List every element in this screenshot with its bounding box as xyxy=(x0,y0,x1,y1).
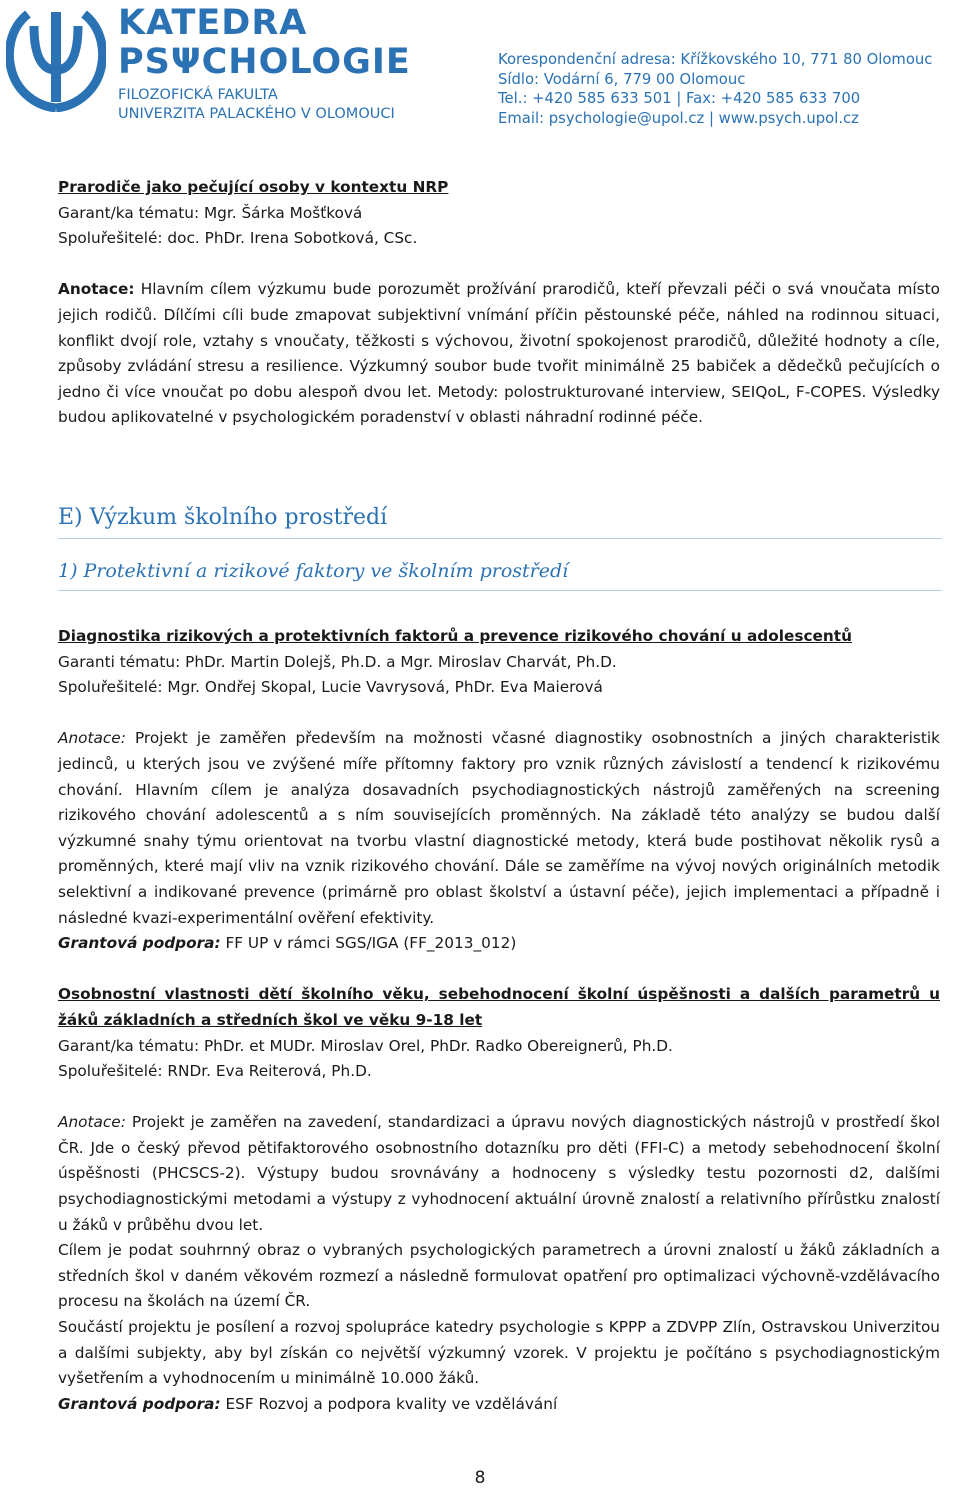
logo-line2: PSΨCHOLOGIE xyxy=(118,42,411,82)
grant-text: ESF Rozvoj a podpora kvality ve vzdělávání xyxy=(220,1394,558,1413)
project-3-paragraph-3: Součástí projektu je posílení a rozvoj spolupráce katedry psychologie s KPPP a ZDVPP Zlín, Ostravskou Univerzitou a dalšími subjekty, aby byl získán co největší výzkumný vzorek. V projektu je počítáno s psychodiagnostickým vyšetřením a vyhodnocením u minimálně 10.000 žáků. xyxy=(58,1318,940,1388)
project-1-coresearchers: Spoluřešitelé: doc. PhDr. Irena Sobotková, CSc. xyxy=(58,229,418,248)
project-1-title: Prarodiče jako pečující osoby v kontextu NRP xyxy=(58,178,449,196)
letterhead xyxy=(0,0,960,135)
subsection-heading: 1) Protektivní a rizikové faktory ve školním prostředí xyxy=(58,560,942,591)
logo-subtitle xyxy=(118,86,395,124)
project-1-garant: Garant/ka tématu: Mgr. Šárka Mošťková xyxy=(58,203,363,222)
project-2-garant: Garanti tématu: PhDr. Martin Dolejš, Ph.D. a Mgr. Miroslav Charvát, Ph.D. xyxy=(58,652,617,671)
project-3-paragraph-2: Cílem je podat souhrnný obraz o vybraných psychologických parametrech a úrovni znalostí u žáků základních a středních škol v daném věkovém rozmezí a následně formulovat opatření pro optimalizaci výchovně-vzdělávacího procesu na školách na území ČR. xyxy=(58,1241,940,1311)
faculty-name: FILOZOFICKÁ FAKULTA xyxy=(118,87,278,103)
section-heading: E) Výzkum školního prostředí xyxy=(58,505,942,539)
grant-label: Grantová podpora: xyxy=(58,934,221,953)
project-2-grant xyxy=(58,931,940,957)
annotation-text: Hlavním cílem výzkumu bude porozumět prožívání prarodičů, kteří převzali péči o svá vnoučata místo jejich rodičů. Dílčími cíli bude zmapovat subjektivní vnímání příčin pěstounské péče, náhled na rodinnou situaci, konflikt dvojí role, vztahy s vnoučaty, těžkosti s výchovou, životní spokojenost prarodičů, důležité hodnoty a cíle, způsoby zvládání stresu a resilience. Výzkumný soubor bude tvořit minimálně 25 babiček a dědečků pečujících o jedno či více vnoučat po dobu alespoň dvou let. Metody: polostrukturované interview, SEIQoL, F-COPES. Výsledky budou aplikovatelné v psychologickém poradenství v oblasti náhradní rodinné péče. xyxy=(58,280,940,427)
annotation-label: Anotace: xyxy=(58,1113,126,1132)
psi-logo-icon xyxy=(6,4,106,112)
contact-block xyxy=(498,50,932,128)
annotation-text: Projekt je zaměřen na zavedení, standardizaci a úpravu nových diagnostických nástrojů v prostředí škol ČR. Jde o český převod pětifaktorového osobnostního dotazníku pro děti (FFI-C) a metody sebehodnocení školní úspěšnosti (PHCSCS-2). Výstupy budou srovnávány a hodnoceny s výsledky testu pozornosti d2, dalšími psychodiagnostickými metodami a výstupy z vyhodnocení aktuální úrovně znalostí a relativního přírůstku znalostí u žáků v průběhu dvou let. xyxy=(58,1113,940,1234)
grant-text: FF UP v rámci SGS/IGA (FF_2013_012) xyxy=(220,934,517,953)
project-2-annotation xyxy=(58,726,940,931)
project-3-annotation xyxy=(58,1110,940,1238)
project-3-title: Osobnostní vlastnosti dětí školního věku, sebehodnocení školní úspěšnosti a dalších parametrů u žáků základních a středních škol ve věku 9-18 let xyxy=(58,985,940,1029)
projects-school xyxy=(58,624,940,1417)
project-3-coresearchers: Spoluřešitelé: RNDr. Eva Reiterová, Ph.D. xyxy=(58,1062,372,1081)
annotation-text: Projekt je zaměřen především na možnosti včasné diagnostiky osobnostních a jiných charakteristik jedinců, u kterých jsou ve zvýšené míře přítomny faktory pro vznik různých závislostí a tendencí k rizikovému chování. Hlavním cílem je analýza dosavadních psychodiagnostických nástrojů zaměřených na screening rizikového chování adolescentů a s ním souvisejících proměnných. Na základě této analýzy se budou další výzkumné snahy týmu orientovat na tvorbu vlastní diagnostické metody, která bude postihovat několik rysů a proměnných, které mají vliv na vznik rizikového chování. Dále se zaměříme na vývoj nových originálních metodik selektivní a indikované prevence (primárně pro oblast školství a ústavní péče), jejich implementaci a případně i následné kvazi-experimentální ověření efektivity. xyxy=(58,729,940,927)
logo-wordmark xyxy=(118,3,411,82)
project-1 xyxy=(58,175,940,431)
logo-line1: KATEDRA xyxy=(118,3,308,43)
annotation-label: Anotace: xyxy=(58,280,135,299)
project-3-grant xyxy=(58,1392,940,1418)
page-number: 8 xyxy=(474,1468,486,1488)
contact-email: Email: psychologie@upol.cz | www.psych.upol.cz xyxy=(498,109,859,127)
project-1-annotation xyxy=(58,277,940,431)
university-name: UNIVERZITA PALACKÉHO V OLOMOUCI xyxy=(118,106,395,122)
annotation-label: Anotace: xyxy=(58,729,126,748)
contact-seat: Sídlo: Vodární 6, 779 00 Olomouc xyxy=(498,70,746,88)
project-2-coresearchers: Spoluřešitelé: Mgr. Ondřej Skopal, Lucie Vavrysová, PhDr. Eva Maierová xyxy=(58,678,603,697)
grant-label: Grantová podpora: xyxy=(58,1394,221,1413)
project-3-garant: Garant/ka tématu: PhDr. et MUDr. Miroslav Orel, PhDr. Radko Obereignerů, Ph.D. xyxy=(58,1036,673,1055)
project-2-title: Diagnostika rizikových a protektivních faktorů a prevence rizikového chování u adolescentů xyxy=(58,627,852,645)
contact-address: Korespondenční adresa: Křížkovského 10, 771 80 Olomouc xyxy=(498,51,933,68)
contact-phone: Tel.: +420 585 633 501 | Fax: +420 585 633 700 xyxy=(498,90,861,107)
